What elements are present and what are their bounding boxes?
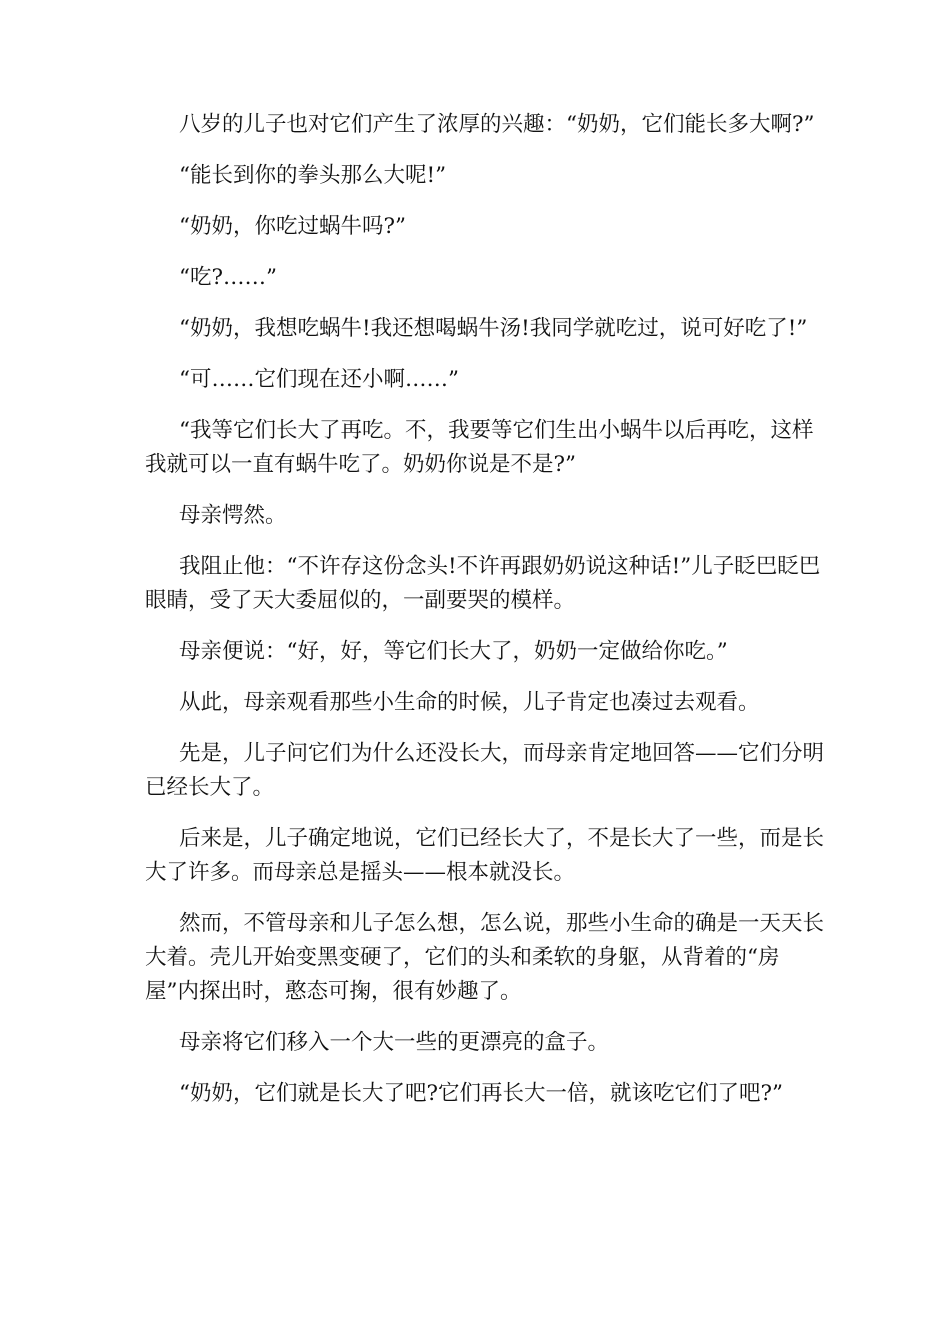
paragraph: 后来是，儿子确定地说，它们已经长大了，不是长大了一些，而是长大了许多。而母亲总是摇头——根本就没长。 <box>145 826 825 885</box>
paragraph: “吃?……” <box>179 265 278 290</box>
paragraph: 母亲将它们移入一个大一些的更漂亮的盒子。 <box>179 1030 610 1055</box>
paragraph: “能长到你的拳头那么大呢!” <box>179 163 447 188</box>
paragraph: “我等它们长大了再吃。不，我要等它们生出小蜗牛以后再吃，这样我就可以一直有蜗牛吃了。奶奶你说是不是?” <box>145 418 814 477</box>
paragraph: 母亲愕然。 <box>179 503 287 528</box>
paragraph: “可……它们现在还小啊……” <box>179 367 459 392</box>
paragraph: 从此，母亲观看那些小生命的时候，儿子肯定也凑过去观看。 <box>179 690 760 715</box>
paragraph: 然而，不管母亲和儿子怎么想，怎么说，那些小生命的确是一天天长大着。壳儿开始变黑变硬了，它们的头和柔软的身躯，从背着的“房屋”内探出时，憨态可掬，很有妙趣了。 <box>145 911 825 1004</box>
paragraph: 母亲便说：“好，好，等它们长大了，奶奶一定做给你吃。” <box>179 639 728 664</box>
paragraph: 先是，儿子问它们为什么还没长大，而母亲肯定地回答——它们分明已经长大了。 <box>145 741 825 800</box>
document-page <box>145 108 825 1128</box>
paragraph: “奶奶，你吃过蜗牛吗?” <box>179 214 407 239</box>
paragraph: 我阻止他：“不许存这份念头!不许再跟奶奶说这种话!”儿子眨巴眨巴眼睛，受了天大委屈似的，一副要哭的模样。 <box>145 554 821 613</box>
paragraph: “奶奶，我想吃蜗牛!我还想喝蜗牛汤!我同学就吃过，说可好吃了!” <box>179 316 808 341</box>
paragraph: “奶奶，它们就是长大了吧?它们再长大一倍，就该吃它们了吧?” <box>179 1081 784 1106</box>
paragraph: 八岁的儿子也对它们产生了浓厚的兴趣：“奶奶，它们能长多大啊?” <box>179 112 815 137</box>
